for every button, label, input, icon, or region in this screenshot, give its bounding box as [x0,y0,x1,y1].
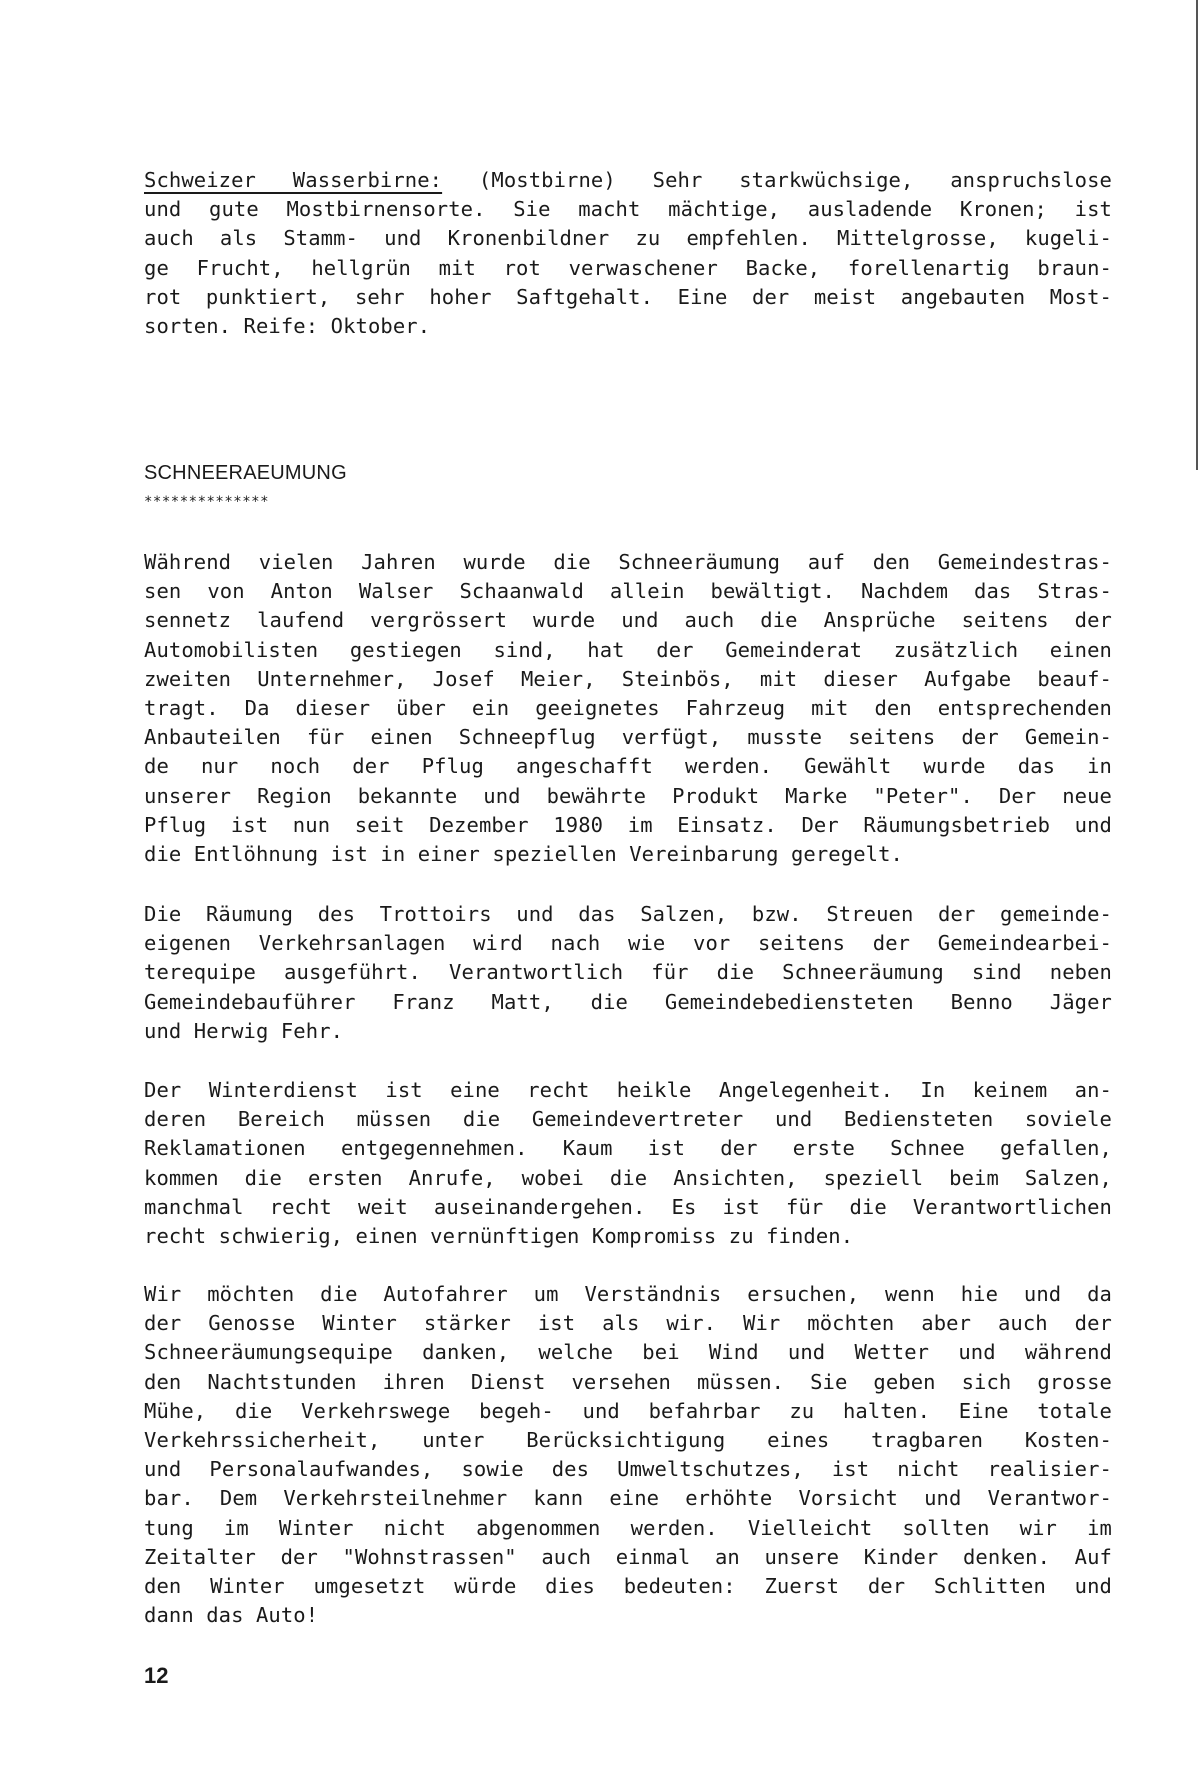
text-line: und Herwig Fehr. [144,1018,344,1043]
text-line: den Nachtstunden ihren Dienst versehen müssen. Sie geben sich grosse [144,1369,1112,1394]
text-line: den Winter umgesetzt würde dies bedeuten: Zuerst der Schlitten und [144,1574,1112,1599]
text-line: Während vielen Jahren wurde die Schneeräumung auf den Gemeindestras- [144,550,1112,574]
text-line: sorten. Reife: Oktober. [144,314,431,339]
pear-variety-paragraph [144,166,1112,341]
pear-variety-entry [144,166,1112,341]
text-line: dann das Auto! [144,1603,319,1628]
text-line: Schweizer Wasserbirne: (Mostbirne) Sehr starkwüchsige, anspruchslose [144,168,1112,192]
text-line: de nur noch der Pflug angeschafft werden. Gewählt wurde das in [144,754,1112,779]
text-line: der Genosse Winter stärker ist als wir. Wir möchten aber auch der [144,1311,1112,1336]
text-line: bar. Dem Verkehrsteilnehmer kann eine erhöhte Vorsicht und Verantwor- [144,1486,1112,1511]
text-line: auch als Stamm- und Kronenbildner zu empfehlen. Mittelgrosse, kugeli- [144,226,1112,251]
text-line: kommen die ersten Anrufe, wobei die Ansichten, speziell beim Salzen, [144,1165,1112,1190]
section-paragraph-2 [144,900,1112,1046]
paragraph-body [144,900,1112,1046]
text-line: terequipe ausgeführt. Verantwortlich für die Schneeräumung sind neben [144,960,1112,985]
scan-edge-mark [1196,0,1198,470]
text-line: tragt. Da dieser über ein geeignetes Fahrzeug mit den entsprechenden [144,696,1112,721]
section-paragraph-3 [144,1076,1112,1251]
paragraph-body [144,1076,1112,1251]
text-line: zweiten Unternehmer, Josef Meier, Steinbös, mit dieser Aufgabe beauf- [144,666,1112,691]
variety-term: Schweizer Wasserbirne: [144,168,443,192]
text-line: Wir möchten die Autofahrer um Verständnis ersuchen, wenn hie und da [144,1282,1112,1306]
text-line: unserer Region bekannte und bewährte Produkt Marke "Peter". Der neue [144,783,1112,808]
text-line: manchmal recht weit auseinandergehen. Es ist für die Verantwortlichen [144,1194,1112,1219]
text-line: die Entlöhnung ist in einer speziellen Vereinbarung geregelt. [144,842,903,867]
text-line: und Personalaufwandes, sowie des Umweltschutzes, ist nicht realisier- [144,1457,1112,1482]
text-line: Mühe, die Verkehrswege begeh- und befahrbar zu halten. Eine totale [144,1398,1112,1423]
text-line: Automobilisten gestiegen sind, hat der Gemeinderat zusätzlich einen [144,637,1112,662]
paragraph-body [144,1280,1112,1630]
text-line: deren Bereich müssen die Gemeindevertreter und Bediensteten soviele [144,1107,1112,1132]
section-heading-underline: ************** [144,494,270,510]
text-line: Verkehrssicherheit, unter Berücksichtigung eines tragbaren Kosten- [144,1428,1112,1453]
text-line: Der Winterdienst ist eine recht heikle Angelegenheit. In keinem an- [144,1078,1112,1102]
text-line: eigenen Verkehrsanlagen wird nach wie vor seitens der Gemeindearbei- [144,931,1112,956]
text-line: Pflug ist nun seit Dezember 1980 im Einsatz. Der Räumungsbetrieb und [144,812,1112,837]
text-line: sen von Anton Walser Schaanwald allein bewältigt. Nachdem das Stras- [144,579,1112,604]
text-line: Anbauteilen für einen Schneepflug verfügt, musste seitens der Gemein- [144,725,1112,750]
text-line: tung im Winter nicht abgenommen werden. Vielleicht sollten wir im [144,1515,1112,1540]
paragraph-body [144,548,1112,869]
text-line: Die Räumung des Trottoirs und das Salzen, bzw. Streuen der gemeinde- [144,902,1112,926]
text-line: Zeitalter der "Wohnstrassen" auch einmal an unsere Kinder denken. Auf [144,1544,1112,1569]
section-paragraph-1 [144,548,1112,869]
section-paragraph-4 [144,1280,1112,1630]
text-line: und gute Mostbirnensorte. Sie macht mächtige, ausladende Kronen; ist [144,197,1112,222]
text-line: Reklamationen entgegennehmen. Kaum ist der erste Schnee gefallen, [144,1136,1112,1161]
text-line: ge Frucht, hellgrün mit rot verwaschener Backe, forellenartig braun- [144,255,1112,280]
text-line: recht schwierig, einen vernünftigen Kompromiss zu finden. [144,1224,854,1249]
page-number: 12 [144,1663,169,1688]
text-line: Schneeräumungsequipe danken, welche bei Wind und Wetter und während [144,1340,1112,1365]
text-line: sennetz laufend vergrössert wurde und auch die Ansprüche seitens der [144,608,1112,633]
text-line: Gemeindebauführer Franz Matt, die Gemeindebediensteten Benno Jäger [144,989,1112,1014]
section-heading: SCHNEERAEUMUNG [144,462,347,484]
text-line: rot punktiert, sehr hoher Saftgehalt. Eine der meist angebauten Most- [144,284,1112,309]
